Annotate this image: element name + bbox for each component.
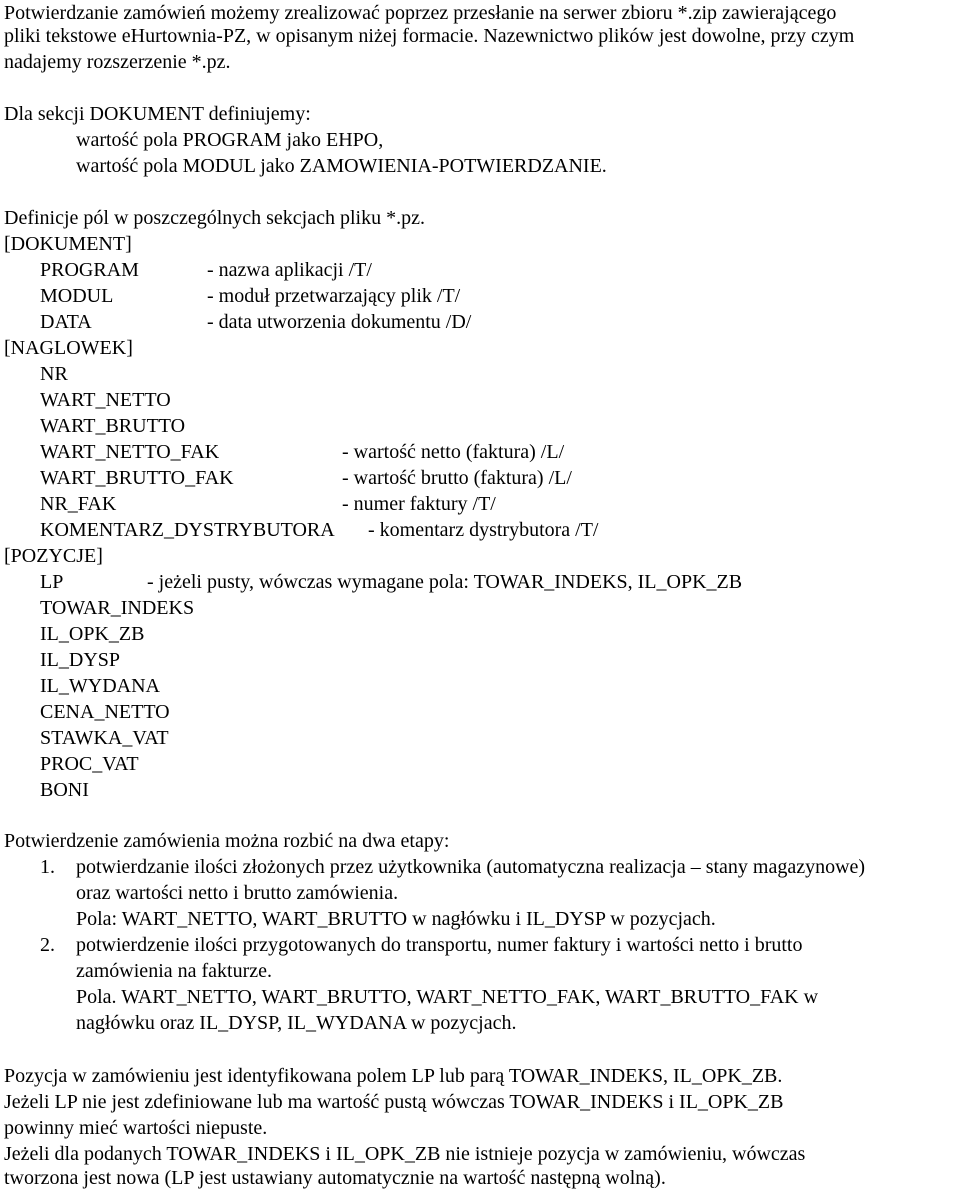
closing-line: Pozycja w zamówieniu jest identyfikowana polem LP lub parą TOWAR_INDEKS, IL_OPK_ZB. [4, 1065, 783, 1087]
field-name: WART_NETTO [40, 389, 171, 411]
field-description: - wartość netto (faktura) /L/ [342, 441, 565, 463]
stages-heading: Potwierdzenie zamówienia można rozbić na dwa etapy: [4, 830, 450, 852]
field-name: IL_OPK_ZB [40, 623, 145, 645]
field-description: - wartość brutto (faktura) /L/ [342, 467, 572, 489]
dokument-definition-item: wartość pola MODUL jako ZAMOWIENIA-POTWIERDZANIE. [76, 155, 607, 177]
field-name: PROGRAM [40, 259, 139, 281]
field-name: IL_WYDANA [40, 675, 160, 697]
dokument-definition-heading: Dla sekcji DOKUMENT definiujemy: [4, 103, 311, 125]
intro-line-3: nadajemy rozszerzenie *.pz. [4, 51, 231, 73]
stage-text: potwierdzanie ilości złożonych przez użytkownika (automatyczna realizacja – stany magazynowe) [76, 856, 866, 878]
field-name: NR [40, 363, 68, 385]
closing-line: tworzona jest nowa (LP jest ustawiany automatycznie na wartość następną wolną). [4, 1167, 666, 1189]
definitions-heading: Definicje pól w poszczególnych sekcjach pliku *.pz. [4, 207, 425, 229]
field-name: WART_BRUTTO [40, 415, 186, 437]
field-name: NR_FAK [40, 493, 117, 515]
field-name: MODUL [40, 285, 114, 307]
field-description: - data utworzenia dokumentu /D/ [207, 311, 472, 333]
field-description: - nazwa aplikacji /T/ [207, 259, 372, 281]
field-description: - komentarz dystrybutora /T/ [368, 519, 599, 541]
field-name: CENA_NETTO [40, 701, 170, 723]
section-header-dokument: [DOKUMENT] [4, 233, 132, 255]
field-name: PROC_VAT [40, 753, 139, 775]
stage-text: zamówienia na fakturze. [76, 960, 273, 982]
field-description: - moduł przetwarzający plik /T/ [207, 285, 461, 307]
stage-number: 1. [40, 856, 55, 878]
stage-text: nagłówku oraz IL_DYSP, IL_WYDANA w pozycjach. [76, 1012, 517, 1034]
field-name: STAWKA_VAT [40, 727, 169, 749]
section-header-pozycje: [POZYCJE] [4, 545, 103, 567]
section-header-naglowek: [NAGLOWEK] [4, 337, 133, 359]
dokument-definition-item: wartość pola PROGRAM jako EHPO, [76, 129, 384, 151]
stage-text: oraz wartości netto i brutto zamówienia. [76, 882, 399, 904]
closing-line: powinny mieć wartości niepuste. [4, 1117, 268, 1139]
field-description: - jeżeli pusty, wówczas wymagane pola: TOWAR_INDEKS, IL_OPK_ZB [147, 571, 743, 593]
stage-text: potwierdzenie ilości przygotowanych do transportu, numer faktury i wartości netto i brutto [76, 934, 803, 956]
field-name: WART_BRUTTO_FAK [40, 467, 234, 489]
field-name: LP [40, 571, 64, 593]
stage-text: Pola. WART_NETTO, WART_BRUTTO, WART_NETTO_FAK, WART_BRUTTO_FAK w [76, 986, 819, 1008]
stage-text: Pola: WART_NETTO, WART_BRUTTO w nagłówku i IL_DYSP w pozycjach. [76, 908, 716, 930]
field-name: IL_DYSP [40, 649, 121, 671]
intro-line-1: Potwierdzanie zamówień możemy zrealizować poprzez przesłanie na serwer zbioru *.zip zawierającego [4, 2, 837, 24]
field-name: WART_NETTO_FAK [40, 441, 220, 463]
stage-number: 2. [40, 934, 55, 956]
field-description: - numer faktury /T/ [342, 493, 496, 515]
closing-line: Jeżeli LP nie jest zdefiniowane lub ma wartość pustą wówczas TOWAR_INDEKS i IL_OPK_ZB [4, 1091, 784, 1113]
field-name: BONI [40, 779, 89, 801]
intro-line-2: pliki tekstowe eHurtownia-PZ, w opisanym niżej formacie. Nazewnictwo plików jest dowolne, przy czym [4, 25, 855, 47]
field-name: KOMENTARZ_DYSTRYBUTORA [40, 519, 335, 541]
field-name: TOWAR_INDEKS [40, 597, 195, 619]
closing-line: Jeżeli dla podanych TOWAR_INDEKS i IL_OPK_ZB nie istnieje pozycja w zamówieniu, wówczas [4, 1143, 806, 1165]
field-name: DATA [40, 311, 92, 333]
